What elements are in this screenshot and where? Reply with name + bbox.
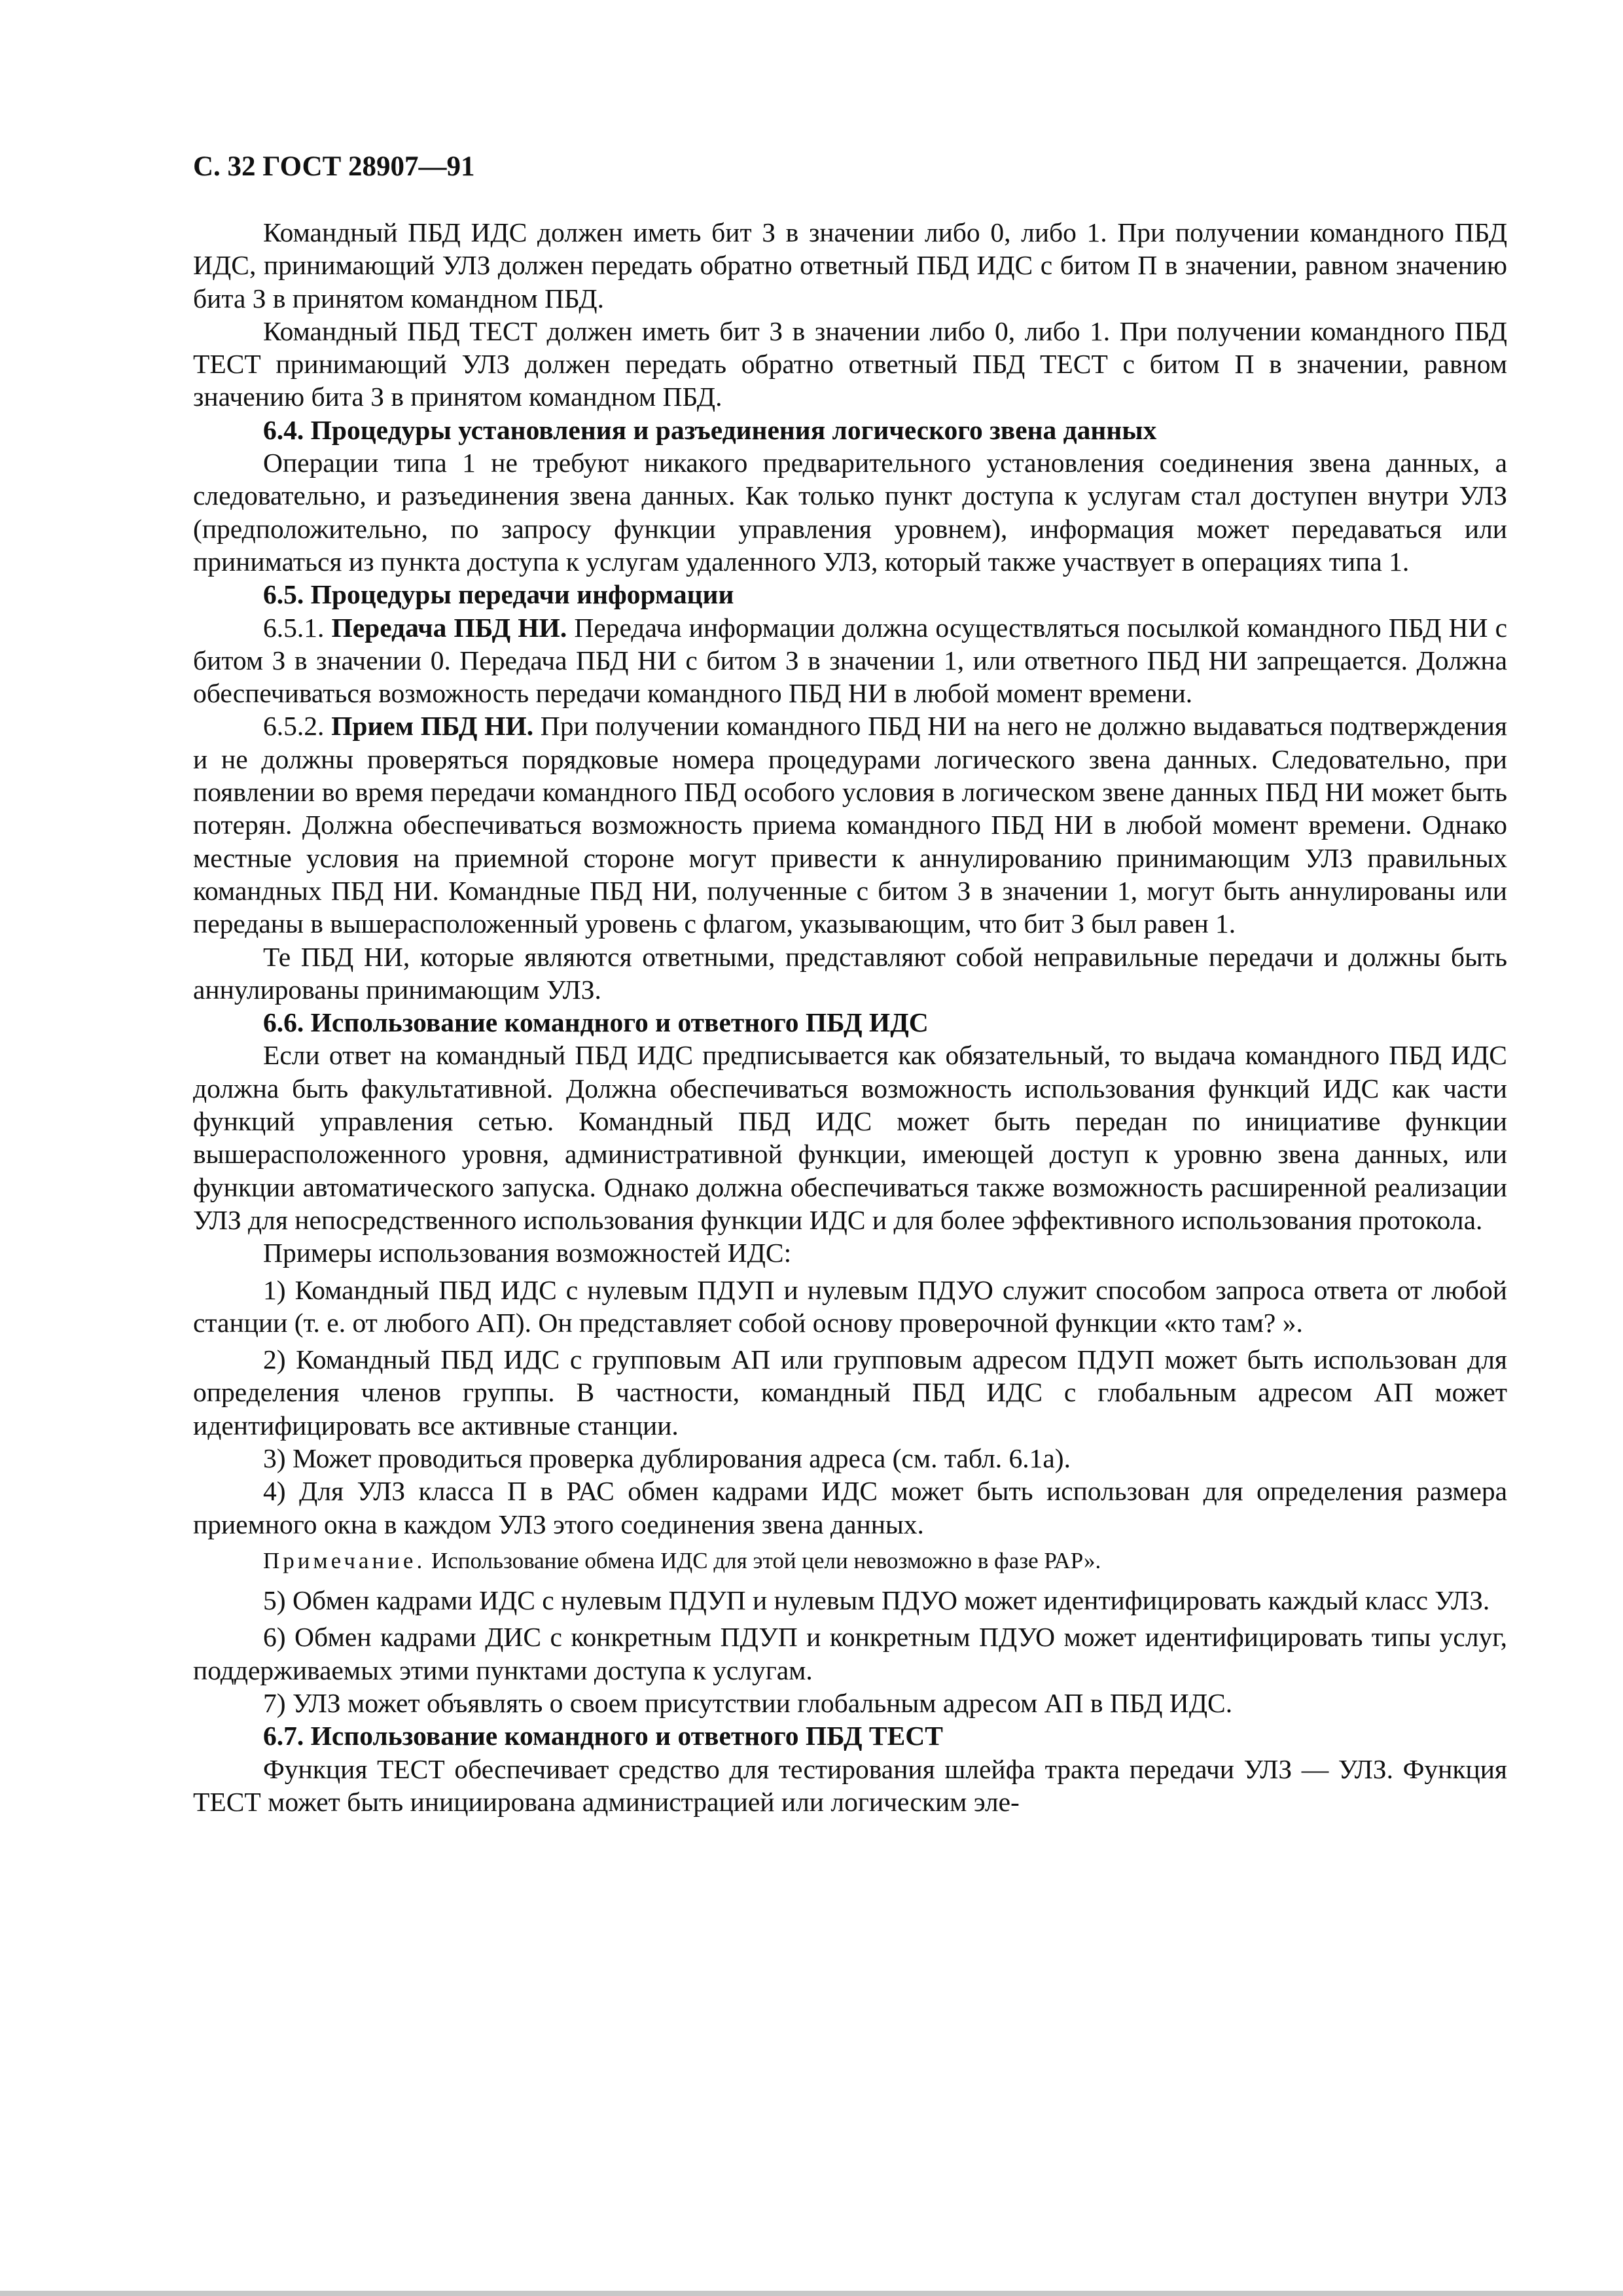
page-header: С. 32 ГОСТ 28907—91 — [193, 151, 475, 182]
subsection-title: Прием ПБД НИ. — [331, 711, 534, 742]
paragraph: Те ПБД НИ, которые являются ответными, представляют собой неправильные передачи и должны быть аннулированы принимающим УЛЗ. — [193, 941, 1507, 1005]
list-item: 5) Обмен кадрами ИДС с нулевым ПДУП и нулевым ПДУО может идентифицировать каждый класс УЛЗ. — [263, 1585, 1490, 1616]
section-heading-6-5: 6.5. Процедуры передачи информации — [263, 579, 734, 610]
list-item: 7) УЛЗ может объявлять о своем присутствии глобальным адресом АП в ПБД ИДС. — [263, 1688, 1233, 1719]
subsection-number: 6.5.2. — [263, 711, 332, 742]
list-item: 6) Обмен кадрами ДИС с конкретным ПДУП и конкретным ПДУО может идентифицировать типы услуг, поддерживаемых этими пунктами доступа к услугам. — [193, 1622, 1507, 1685]
subsection-text: При получении командного ПБД НИ на него не должно выдаваться подтверждения и не должны проверяться порядковые номера процедурами логического звена данных. Следовательно, при появлении во время передачи командного ПБД особого условия в логическом звене данных ПБД НИ может быть потерян. Должна обеспечиваться возможность приема командного ПБД НИ в любой момент времени. Однако местные условия на приемной стороне могут привести к аннулированию принимающим УЛЗ правильных командных ПБД НИ. Командные ПБД НИ, полученные с битом З в значении 1, могут быть аннулированы или переданы в вышерасположенный уровень с флагом, указывающим, что бит З был равен 1. — [193, 711, 1507, 939]
section-heading-6-7: 6.7. Использование командного и ответного ПБД ТЕСТ — [263, 1721, 943, 1751]
list-item: 3) Может проводиться проверка дублирования адреса (см. табл. 6.1а). — [263, 1443, 1071, 1473]
note — [193, 1545, 1507, 1577]
note-text: Использование обмена ИДС для этой цели невозможно в фазе РАР». — [425, 1547, 1101, 1573]
note-label: Примечание. — [263, 1547, 426, 1573]
subsection-number: 6.5.1. — [263, 612, 332, 643]
paragraph: Примеры использования возможностей ИДС: — [263, 1238, 792, 1268]
bottom-edge — [0, 2291, 1623, 2296]
list-item: 4) Для УЛЗ класса П в РАС обмен кадрами ИДС может быть использован для определения размера приемного окна в каждом УЛЗ этого соединения звена данных. — [193, 1476, 1507, 1539]
paragraph: Функция ТЕСТ обеспечивает средство для тестирования шлейфа тракта передачи УЛЗ — УЛЗ. Функция ТЕСТ может быть инициирована администрацией или логическим эле- — [193, 1753, 1507, 1817]
list-item: 2) Командный ПБД ИДС с групповым АП или групповым адресом ПДУП может быть использован для определения членов группы. В частности, командный ПБД ИДС с глобальным адресом АП может идентифицировать все активные станции. — [193, 1344, 1507, 1441]
subsection-text: Передача информации должна осуществляться посылкой командного ПБД НИ с битом З в значении 0. Передача ПБД НИ с битом З в значении 1, или ответного ПБД НИ запрещается. Должна обеспечиваться возможность передачи командного ПБД НИ в любой момент времени. — [193, 612, 1508, 709]
subsection-6-5-1 — [193, 611, 1507, 710]
paragraph: Если ответ на командный ПБД ИДС предписывается как обязательный, то выдача командного ПБД ИДС должна быть факультативной. Должна обеспечиваться возможность использования функций ИДС как части функций управления сетью. Командный ПБД ИДС может быть передан по инициативе функции вышерасположенного уровня, административной функции, имеющей доступ к уровню звена данных, или функции автоматического запуска. Однако должна обеспечиваться также возможность расширенной реализации УЛЗ для непосредственного использования функции ИДС и для более эффективного использования протокола. — [193, 1040, 1507, 1235]
paragraph: Операции типа 1 не требуют никакого предварительного установления соединения звена данных, а следовательно, и разъединения звена данных. Как только пункт доступа к услугам стал доступен внутри УЛЗ (предположительно, по запросу функции управления уровнем), информация может передаваться или приниматься из пункта доступа к услугам удаленного УЛЗ, который также участвует в операциях типа 1. — [193, 448, 1507, 577]
paragraph: Командный ПБД ИДС должен иметь бит З в значении либо 0, либо 1. При получении командного ПБД ИДС, принимающий УЛЗ должен передать обратно ответный ПБД ИДС с битом П в значении, равном значению бита З в принятом командном ПБД. — [193, 217, 1507, 314]
section-heading-6-4: 6.4. Процедуры установления и разъединения логического звена данных — [263, 414, 1157, 445]
subsection-title: Передача ПБД НИ. — [331, 612, 567, 643]
list-item: 1) Командный ПБД ИДС с нулевым ПДУП и нулевым ПДУО служит способом запроса ответа от любой станции (т. е. от любого АП). Он представляет собой основу проверочной функции «кто там? ». — [193, 1274, 1507, 1338]
document-page — [193, 151, 1507, 1818]
paragraph: Командный ПБД ТЕСТ должен иметь бит З в значении либо 0, либо 1. При получении командного ПБД ТЕСТ принимающий УЛЗ должен передать обратно ответный ПБД ТЕСТ с битом П в значении, равном значению бита З в принятом командном ПБД. — [193, 315, 1507, 412]
section-heading-6-6: 6.6. Использование командного и ответного ПБД ИДС — [263, 1007, 929, 1038]
subsection-6-5-2 — [193, 709, 1507, 940]
